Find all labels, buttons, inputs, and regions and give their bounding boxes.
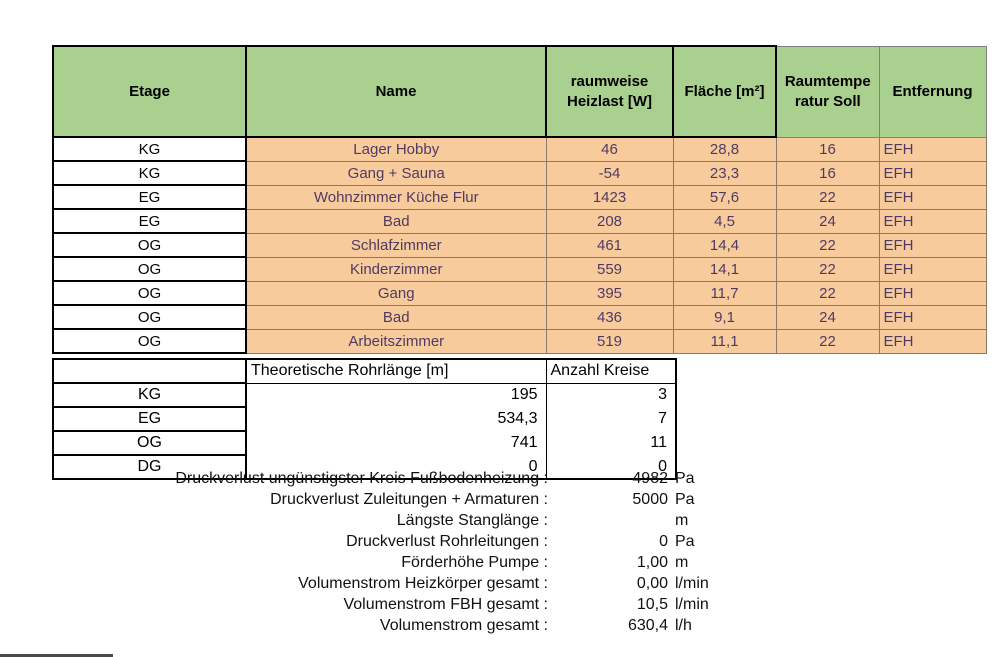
- raumtemp-cell: 22: [776, 257, 879, 281]
- etage-cell: KG: [53, 161, 246, 185]
- heizlast-cell: 1423: [546, 185, 673, 209]
- name-cell: Bad: [246, 305, 546, 329]
- column-header-flaeche: Fläche [m²]: [673, 46, 776, 137]
- summary-row: [0, 489, 780, 510]
- summary-row: [0, 468, 780, 489]
- pipe-length-table: [52, 358, 677, 480]
- table-row: [53, 329, 986, 353]
- summary-unit: l/h: [675, 617, 692, 634]
- flaeche-cell: 11,7: [673, 281, 776, 305]
- column-header-heizlast: raumweise Heizlast [W]: [546, 46, 673, 137]
- entfernung-cell: EFH: [879, 329, 986, 353]
- table-row: [53, 407, 676, 431]
- summary-label: Volumenstrom Heizkörper gesamt :: [298, 575, 548, 592]
- column-header-etage: Etage: [53, 46, 246, 137]
- summary-unit: l/min: [675, 575, 709, 592]
- name-cell: Arbeitszimmer: [246, 329, 546, 353]
- summary-unit: m: [675, 512, 689, 529]
- etage-cell: EG: [53, 185, 246, 209]
- etage-cell: OG: [53, 257, 246, 281]
- summary-label: Volumenstrom FBH gesamt :: [343, 596, 548, 613]
- table-row: [53, 305, 986, 329]
- name-cell: Wohnzimmer Küche Flur: [246, 185, 546, 209]
- summary-row: [0, 552, 780, 573]
- column-header-anzahl-kreise: Anzahl Kreise: [546, 359, 676, 383]
- summary-value: 5000: [632, 491, 668, 508]
- heizlast-cell: 461: [546, 233, 673, 257]
- table-row: [53, 383, 676, 407]
- summary-label: Druckverlust Zuleitungen + Armaturen :: [270, 491, 548, 508]
- summary-value: 10,5: [636, 596, 668, 613]
- flaeche-cell: 14,4: [673, 233, 776, 257]
- summary-value: 0,00: [636, 575, 668, 592]
- summary-unit: Pa: [675, 533, 695, 550]
- entfernung-cell: EFH: [879, 137, 986, 161]
- entfernung-cell: EFH: [879, 185, 986, 209]
- kreise-cell: 7: [546, 407, 676, 431]
- name-cell: Schlafzimmer: [246, 233, 546, 257]
- summary-row: [0, 510, 780, 531]
- heizlast-cell: 519: [546, 329, 673, 353]
- rohrlaenge-cell: 195: [246, 383, 546, 407]
- summary-list: [0, 468, 780, 636]
- table-row: [53, 281, 986, 305]
- flaeche-cell: 14,1: [673, 257, 776, 281]
- kreise-cell: 3: [546, 383, 676, 407]
- floor-cell: DG: [53, 455, 246, 479]
- entfernung-cell: EFH: [879, 305, 986, 329]
- summary-unit: Pa: [675, 470, 695, 487]
- heizlast-cell: 208: [546, 209, 673, 233]
- header-row: [53, 46, 986, 137]
- entfernung-cell: EFH: [879, 233, 986, 257]
- table-row: [53, 137, 986, 161]
- name-cell: Lager Hobby: [246, 137, 546, 161]
- flaeche-cell: 4,5: [673, 209, 776, 233]
- raumtemp-cell: 22: [776, 185, 879, 209]
- summary-value: 4982: [632, 470, 668, 487]
- table-row: [53, 185, 986, 209]
- summary-label: Förderhöhe Pumpe :: [401, 554, 548, 571]
- heizlast-cell: 436: [546, 305, 673, 329]
- header-row: [53, 359, 676, 383]
- summary-unit: m: [675, 554, 689, 571]
- raumtemp-cell: 22: [776, 233, 879, 257]
- name-cell: Gang: [246, 281, 546, 305]
- summary-label: Druckverlust Rohrleitungen :: [346, 533, 548, 550]
- summary-value: 630,4: [627, 617, 668, 634]
- rohrlaenge-cell: 741: [246, 431, 546, 455]
- flaeche-cell: 57,6: [673, 185, 776, 209]
- summary-label: Volumenstrom gesamt :: [379, 617, 548, 634]
- flaeche-cell: 9,1: [673, 305, 776, 329]
- flaeche-cell: 23,3: [673, 161, 776, 185]
- summary-row: [0, 531, 780, 552]
- raumtemp-cell: 16: [776, 137, 879, 161]
- flaeche-cell: 11,1: [673, 329, 776, 353]
- entfernung-cell: EFH: [879, 257, 986, 281]
- floor-cell: EG: [53, 407, 246, 431]
- summary-unit: Pa: [675, 491, 695, 508]
- entfernung-cell: EFH: [879, 161, 986, 185]
- etage-cell: EG: [53, 209, 246, 233]
- column-header-raumtemperatur: Raumtemperatur Soll: [776, 46, 879, 137]
- etage-cell: OG: [53, 305, 246, 329]
- raumtemp-cell: 24: [776, 209, 879, 233]
- name-cell: Gang + Sauna: [246, 161, 546, 185]
- table-row: [53, 257, 986, 281]
- table-row: [53, 233, 986, 257]
- raumtemp-cell: 24: [776, 305, 879, 329]
- column-header-rohrlaenge: Theoretische Rohrlänge [m]: [246, 359, 546, 383]
- flaeche-cell: 28,8: [673, 137, 776, 161]
- table-row: [53, 161, 986, 185]
- summary-label: Druckverlust ungünstigster Kreis Fußbodenheizung :: [175, 470, 548, 487]
- summary-row: [0, 573, 780, 594]
- entfernung-cell: EFH: [879, 281, 986, 305]
- raumtemp-cell: 22: [776, 329, 879, 353]
- etage-cell: OG: [53, 281, 246, 305]
- summary-unit: l/min: [675, 596, 709, 613]
- summary-value: 1,00: [636, 554, 668, 571]
- raumtemp-cell: 22: [776, 281, 879, 305]
- kreise-cell: 11: [546, 431, 676, 455]
- name-cell: Kinderzimmer: [246, 257, 546, 281]
- heizlast-cell: 46: [546, 137, 673, 161]
- summary-value: [548, 510, 668, 531]
- summary-row: [0, 594, 780, 615]
- table-row: [53, 431, 676, 455]
- summary-value: 0: [659, 533, 668, 550]
- entfernung-cell: EFH: [879, 209, 986, 233]
- column-header-entfernung: Entfernung: [879, 46, 986, 137]
- rohrlaenge-cell: 534,3: [246, 407, 546, 431]
- column-header-name: Name: [246, 46, 546, 137]
- floor-cell: OG: [53, 431, 246, 455]
- raumtemp-cell: 16: [776, 161, 879, 185]
- summary-label: Längste Stanglänge :: [396, 512, 548, 529]
- rohrlaenge-cell: 0: [246, 455, 546, 479]
- kreise-cell: 0: [546, 455, 676, 479]
- corner-cell: [53, 359, 246, 383]
- heizlast-cell: -54: [546, 161, 673, 185]
- floor-cell: KG: [53, 383, 246, 407]
- heizlast-cell: 395: [546, 281, 673, 305]
- table-row: [53, 209, 986, 233]
- summary-row: [0, 615, 780, 636]
- etage-cell: KG: [53, 137, 246, 161]
- heating-load-table: [52, 45, 987, 354]
- name-cell: Bad: [246, 209, 546, 233]
- etage-cell: OG: [53, 329, 246, 353]
- heizlast-cell: 559: [546, 257, 673, 281]
- etage-cell: OG: [53, 233, 246, 257]
